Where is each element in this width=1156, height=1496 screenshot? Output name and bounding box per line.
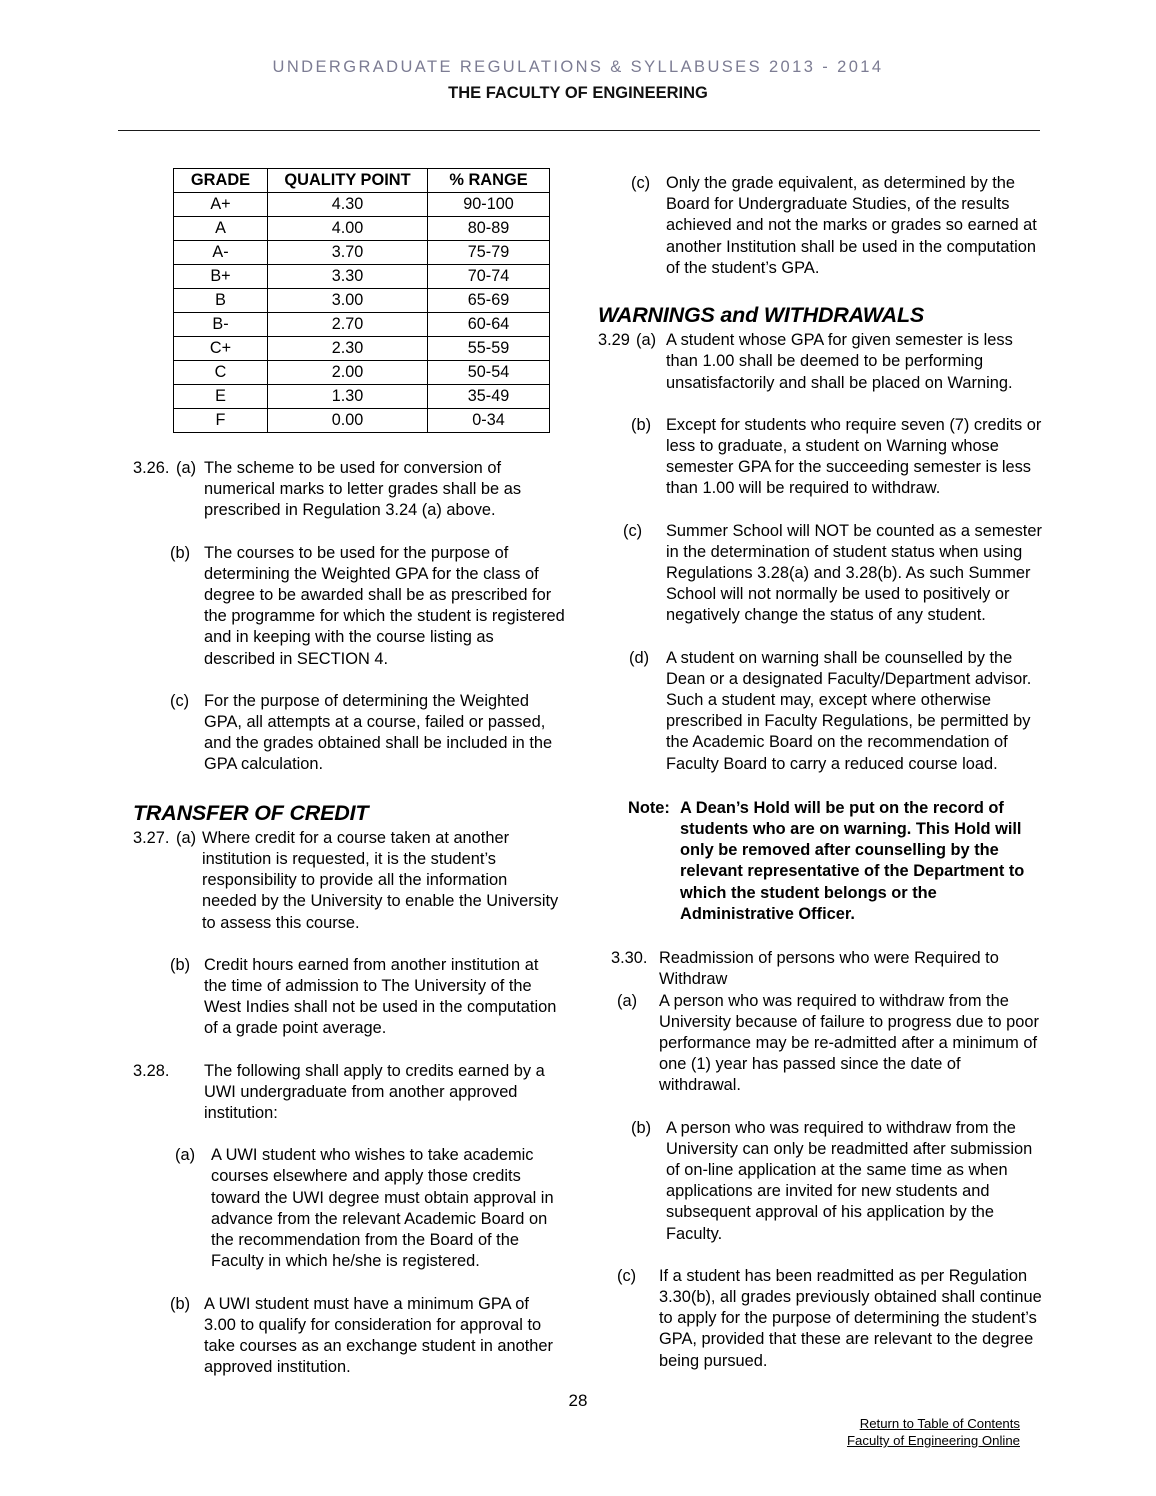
regulation-number: 3.26. [133, 459, 170, 477]
dean-hold-note [598, 798, 1042, 925]
cell-grade: B [174, 289, 268, 313]
cell-percent-range: 70-74 [428, 265, 550, 289]
table-row [174, 241, 550, 265]
regulation-text: A UWI student who wishes to take academic courses elsewhere and apply those credits toward the UWI degree must obtain approval in advance from the relevant Academic Board on the recommendation from the Board of the Faculty in which he/she is registered. [211, 1146, 554, 1271]
cell-percent-range: 65-69 [428, 289, 550, 313]
table-header-row [174, 169, 550, 193]
table-row [174, 361, 550, 385]
cell-quality-point: 3.70 [268, 241, 428, 265]
regulation-3-26-a [133, 458, 565, 522]
cell-grade: A+ [174, 193, 268, 217]
table-row [174, 289, 550, 313]
regulation-3-29-a [598, 330, 1042, 394]
regulation-text: Summer School will NOT be counted as a semester in the determination of student status when using Regulations 3.28(a) and 3.28(b). As such Summer School will not normally be used to positively or negatively change the status of any student. [666, 521, 1042, 625]
item-marker: (b) [170, 955, 191, 974]
regulation-3-29-d [598, 648, 1042, 775]
grade-table-container [173, 168, 565, 433]
cell-percent-range: 50-54 [428, 361, 550, 385]
table-row [174, 313, 550, 337]
cell-quality-point: 2.30 [268, 337, 428, 361]
item-marker: (b) [631, 415, 652, 434]
item-marker: (a) [175, 1146, 196, 1165]
regulation-text: For the purpose of determining the Weighted GPA, all attempts at a course, failed or passed, and the grades obtained shall be included in the GPA calculation. [204, 691, 553, 774]
regulation-text: The following shall apply to credits earned by a UWI undergraduate from another approved institution: [204, 1061, 545, 1123]
return-to-table-of-contents-link[interactable]: Return to Table of Contents [859, 1416, 1020, 1431]
item-marker: (b) [170, 1294, 191, 1313]
cell-percent-range: 35-49 [428, 385, 550, 409]
cell-grade: E [174, 385, 268, 409]
regulation-3-26-b [133, 543, 565, 670]
header-divider [118, 130, 1040, 131]
regulation-text: The scheme to be used for conversion of numerical marks to letter grades shall be as prescribed in Regulation 3.24 (a) above. [204, 459, 522, 520]
section-heading-transfer-of-credit: TRANSFER OF CREDIT [133, 800, 369, 825]
regulation-3-28-c [598, 173, 1042, 279]
column-header-percent-range: % RANGE [428, 169, 550, 193]
regulation-text: If a student has been readmitted as per Regulation 3.30(b), all grades previously obtained shall continue to apply for the purpose of determining the student’s GPA, provided that these are relevant to the degree being pursued. [659, 1266, 1042, 1370]
regulation-number: 3.27. [133, 828, 170, 847]
regulation-text: Readmission of persons who were Required to Withdraw [659, 949, 999, 989]
item-marker: (c) [170, 691, 190, 710]
item-marker: (a) [617, 991, 638, 1010]
cell-grade: F [174, 409, 268, 433]
cell-quality-point: 0.00 [268, 409, 428, 433]
grade-scale-table [173, 168, 550, 433]
column-header-quality-point: QUALITY POINT [268, 169, 428, 193]
publication-title: UNDERGRADUATE REGULATIONS & SYLLABUSES 2013 - 2014 [272, 58, 884, 76]
regulation-text: A student on warning shall be counselled by the Dean or a designated Faculty/Department advisor. Such a student may, except where otherwise prescribed in Faculty Regulations, be permitted by the Academic Board on the recommendation of Faculty Board to carry a reduced course load. [666, 648, 1032, 773]
regulation-3-29-b [598, 415, 1042, 500]
cell-quality-point: 4.30 [268, 193, 428, 217]
item-marker: (a) [176, 459, 197, 477]
regulation-text: Only the grade equivalent, as determined by the Board for Undergraduate Studies, of the results achieved and not the marks or grades so earned at another Institution shall be used in the computation of the student’s GPA. [666, 174, 1037, 277]
cell-quality-point: 1.30 [268, 385, 428, 409]
regulation-text: A person who was required to withdraw from the University can only be readmitted after submission of on-line application at the same time as when applications are invited for new students and subsequent approval of his application by the Faculty. [666, 1118, 1033, 1243]
regulation-3-30-b [598, 1118, 1042, 1245]
cell-percent-range: 0-34 [428, 409, 550, 433]
regulation-text: A student whose GPA for given semester is less than 1.00 shall be deemed to be performing unsatisfactorily and shall be placed on Warning. [666, 331, 1013, 392]
table-row [174, 217, 550, 241]
item-marker: (b) [631, 1118, 652, 1137]
column-header-grade: GRADE [174, 169, 268, 193]
regulation-number: 3.29 [598, 331, 630, 350]
cell-percent-range: 90-100 [428, 193, 550, 217]
table-row [174, 265, 550, 289]
cell-percent-range: 55-59 [428, 337, 550, 361]
item-marker: (c) [623, 521, 643, 540]
regulation-text: A UWI student must have a minimum GPA of 3.00 to qualify for consideration for approval to take courses as an exchange student in another approved institution. [204, 1294, 553, 1377]
item-marker: (b) [170, 543, 191, 562]
cell-quality-point: 2.70 [268, 313, 428, 337]
left-column [133, 168, 565, 1378]
item-marker: (c) [631, 174, 651, 192]
cell-percent-range: 75-79 [428, 241, 550, 265]
item-marker: (c) [617, 1266, 637, 1285]
regulation-3-28-a [133, 1145, 565, 1272]
item-marker: (d) [629, 648, 650, 667]
regulation-text: Credit hours earned from another institution at the time of admission to The University of the West Indies shall not be used in the computation of a grade point average. [204, 955, 557, 1038]
cell-quality-point: 3.30 [268, 265, 428, 289]
table-row [174, 337, 550, 361]
cell-grade: A [174, 217, 268, 241]
cell-grade: A- [174, 241, 268, 265]
cell-quality-point: 3.00 [268, 289, 428, 313]
regulation-3-30-c [598, 1266, 1042, 1372]
section-heading-warnings-and-withdrawals: WARNINGS and WITHDRAWALS [598, 303, 925, 328]
regulation-text: Where credit for a course taken at another institution is requested, it is the student’s responsibility to provide all the information needed by the University to enable the University to assess this course. [202, 828, 559, 932]
page-header [0, 58, 1156, 103]
cell-grade: C+ [174, 337, 268, 361]
regulation-3-28 [133, 1061, 565, 1125]
footer-links [0, 1415, 1020, 1449]
faculty-title: THE FACULTY OF ENGINEERING [448, 84, 708, 102]
cell-grade: B+ [174, 265, 268, 289]
note-label: Note: [628, 798, 670, 817]
regulation-3-27-b [133, 955, 565, 1040]
regulation-3-30 [598, 948, 1042, 990]
table-row [174, 385, 550, 409]
cell-percent-range: 80-89 [428, 217, 550, 241]
regulation-number: 3.30. [611, 949, 648, 968]
note-text: A Dean’s Hold will be put on the record of students who are on warning. This Hold will only be removed after counselling by the relevant representative of the Department to which the student belongs or the Administrative Officer. [680, 798, 1025, 923]
regulation-3-27-a [133, 828, 565, 934]
faculty-of-engineering-online-link[interactable]: Faculty of Engineering Online [846, 1433, 1020, 1448]
cell-grade: B- [174, 313, 268, 337]
cell-quality-point: 2.00 [268, 361, 428, 385]
regulation-3-30-a [598, 991, 1042, 1097]
cell-percent-range: 60-64 [428, 313, 550, 337]
page-number: 28 [568, 1391, 588, 1410]
regulation-number: 3.28. [133, 1061, 170, 1080]
regulation-text: Except for students who require seven (7) credits or less to graduate, a student on Warning whose semester GPA for the succeeding semester is less than 1.00 will be required to withdraw. [666, 415, 1042, 498]
regulation-text: A person who was required to withdraw from the University because of failure to progress due to poor performance may be re-admitted after a minimum of one (1) year has passed since the date of withdrawal. [659, 991, 1039, 1095]
regulation-text: The courses to be used for the purpose of determining the Weighted GPA for the class of degree to be awarded shall be as prescribed for the programme for which the student is registered and in keeping with the course listing as described in SECTION 4. [204, 543, 565, 668]
regulation-3-28-b [133, 1294, 565, 1379]
table-row [174, 193, 550, 217]
right-column [598, 168, 1042, 1372]
regulation-3-29-c [598, 521, 1042, 627]
item-marker: (a) [636, 331, 657, 350]
regulation-3-26-c [133, 691, 565, 776]
item-marker: (a) [176, 828, 197, 847]
table-row [174, 409, 550, 433]
cell-quality-point: 4.00 [268, 217, 428, 241]
cell-grade: C [174, 361, 268, 385]
